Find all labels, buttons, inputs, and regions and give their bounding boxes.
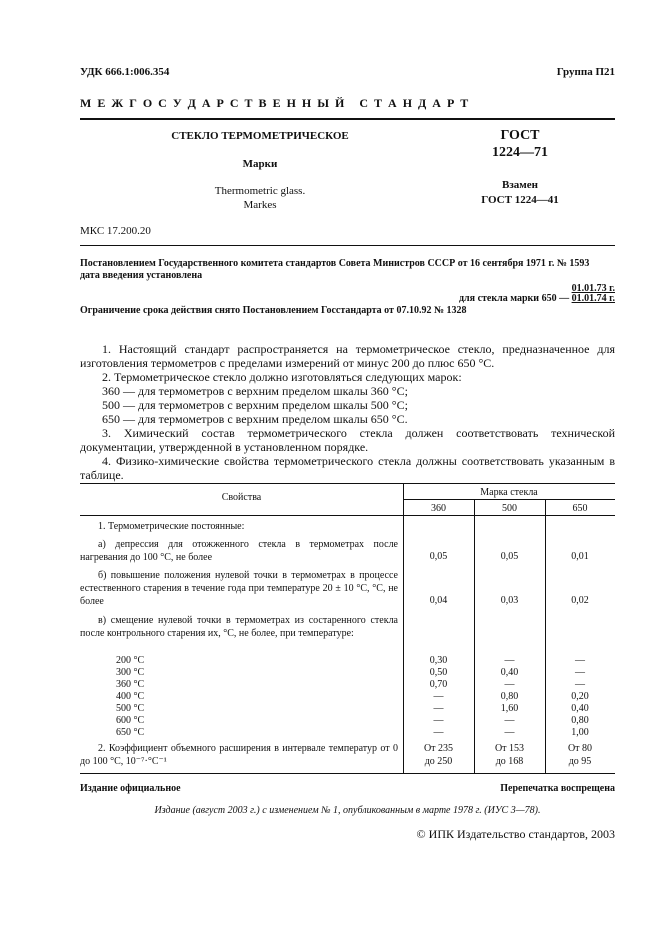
paragraph-4: 4. Физико-химические свойства термометрического стекла должны соответствовать указанным в таблице. (80, 454, 615, 482)
temp-label: 650 °С (116, 727, 145, 738)
temp-value: — (504, 655, 515, 666)
temp-values-650 (545, 655, 615, 739)
expansion-value-from: От 153 (494, 743, 525, 754)
temp-value: — (575, 667, 585, 678)
reprint-prohibited-label: Перепечатка воспрещена (500, 783, 615, 794)
table-header-mark: 500 (502, 503, 517, 514)
mks-code: МКС 17.200.20 (80, 225, 151, 237)
introduction-date: 01.01.73 г. (571, 283, 615, 294)
temp-value: — (575, 655, 585, 666)
row-a-value: 0,05 (500, 551, 519, 562)
expansion-value-from: От 235 (423, 743, 454, 754)
temp-value: 0,20 (571, 691, 589, 702)
row-a-label: а) депрессия для отожженного стекла в термометрах после нагревания до 100 °С, не более (80, 539, 398, 563)
temp-value: — (504, 715, 515, 726)
standard-name-ru: СТЕКЛО ТЕРМОМЕТРИЧЕСКОЕ (171, 130, 349, 142)
temp-values-360 (403, 655, 474, 739)
temp-label: 500 °С (116, 703, 145, 714)
temp-value: 0,80 (571, 715, 589, 726)
copyright: © ИПК Издательство стандартов, 2003 (416, 827, 615, 841)
paragraph-2-mark-500: 500 — для термометров с верхним пределом шкалы 500 °С; (102, 398, 408, 412)
temp-value: 0,80 (500, 691, 519, 702)
temp-label: 600 °С (116, 715, 145, 726)
replace-label: Взамен (502, 179, 538, 191)
group-code: Группа П21 (556, 66, 615, 78)
row-a-value: 0,05 (429, 551, 448, 562)
temp-label: 200 °С (116, 655, 145, 666)
replace-number: ГОСТ 1224—41 (481, 194, 559, 206)
temp-value: — (433, 727, 444, 738)
temp-value: 0,40 (500, 667, 519, 678)
table-top-rule (80, 483, 615, 484)
title-rule (80, 245, 615, 246)
expansion-360 (403, 742, 474, 768)
header-rule (80, 118, 615, 120)
paragraph-2-mark-360: 360 — для термометров с верхним пределом шкалы 360 °С; (102, 384, 408, 398)
glass-650-label: для стекла марки 650 — (459, 293, 570, 304)
expansion-650 (545, 742, 615, 768)
table-header-marks: Марка стекла (480, 487, 538, 498)
body-text (80, 342, 615, 482)
glass-650-date: 01.01.74 г. (571, 293, 615, 304)
validity-restriction-note: Ограничение срока действия снято Постановлением Госстандарта от 07.10.92 № 1328 (80, 305, 467, 316)
expansion-value-to: до 168 (495, 756, 524, 767)
introduction-date-650 (300, 293, 615, 304)
gost-label: ГОСТ (500, 128, 540, 143)
table-marks-rule (403, 499, 615, 500)
edition-note: Издание (август 2003 г.) с изменением № 1, опубликованным в марте 1978 г. (ИУС 3—78). (154, 805, 541, 816)
expansion-500 (474, 742, 545, 768)
temp-value: — (433, 715, 444, 726)
standard-subtitle-ru: Марки (242, 158, 278, 170)
temp-value: — (433, 703, 444, 714)
temp-value: — (504, 679, 515, 690)
temp-label: 300 °С (116, 667, 145, 678)
paragraph-2-mark-650: 650 — для термометров с верхним пределом шкалы 650 °С. (102, 412, 408, 426)
row-b-value: 0,04 (429, 595, 448, 606)
temp-value: 1,00 (571, 727, 589, 738)
expansion-value-to: до 95 (568, 756, 592, 767)
temp-value: 0,30 (429, 655, 448, 666)
interstate-standard-title: М Е Ж Г О С У Д А Р С Т В Е Н Н Ы Й С Т А Н Д А Р Т (80, 96, 470, 110)
gost-number: 1224—71 (492, 145, 548, 160)
temp-label: 360 °С (116, 679, 145, 690)
row-b-label: б) повышение положения нулевой точки в термометрах в процессе естественного старения в течение года при температуре 20 ± 10 °С, °С, не более (80, 570, 398, 607)
temp-value: 0,40 (571, 703, 589, 714)
table-bottom-rule (80, 773, 615, 774)
row-thermometric-constants: 1. Термометрические постоянные: (98, 521, 245, 532)
standard-name-en: Thermometric glass. (214, 185, 306, 197)
expansion-value-from: От 80 (567, 743, 593, 754)
decree-line: Постановлением Государственного комитета стандартов Совета Министров СССР от 16 сентября 1971 г. № 1593 (80, 258, 590, 269)
row-b-value: 0,03 (500, 595, 519, 606)
table-header-rule (80, 515, 615, 516)
row-a-value: 0,01 (571, 551, 589, 562)
temp-value: 1,60 (500, 703, 519, 714)
temp-label: 400 °С (116, 691, 145, 702)
table-header-mark: 650 (572, 503, 588, 514)
table-header-properties: Свойства (221, 492, 262, 503)
paragraph-1: 1. Настоящий стандарт распространяется на термометрическое стекло, предназначенное для изготовления термометров с пределами измерений от минус 200 до плюс 650 °С. (80, 342, 615, 370)
temp-value: 0,50 (429, 667, 448, 678)
paragraph-3: 3. Химический состав термометрического стекла должен соответствовать технической документации, утвержденной в установленном порядке. (80, 426, 615, 454)
temp-value: — (575, 679, 585, 690)
paragraph-2: 2. Термометрическое стекло должно изготовляться следующих марок: (102, 370, 462, 384)
expansion-value-to: до 250 (424, 756, 453, 767)
row-b-value: 0,02 (571, 595, 589, 606)
temperature-list (116, 655, 144, 739)
udk-code: УДК 666.1:006.354 (80, 66, 170, 78)
temp-value: 0,70 (429, 679, 448, 690)
official-edition-label: Издание официальное (80, 783, 181, 794)
temp-value: — (504, 727, 515, 738)
row-expansion-label: 2. Коэффициент объемного расширения в интервале температур от 0 до 100 °С, 10⁻⁷·°С⁻¹ (80, 743, 398, 767)
table-header-mark: 360 (431, 503, 446, 514)
temp-value: — (433, 691, 444, 702)
introduction-date-label: дата введения установлена (80, 270, 203, 281)
row-c-label: в) смещение нулевой точки в термометрах из состаренного стекла после контрольного старения их, °С, не более, при температуре: (80, 615, 398, 639)
temp-values-500 (474, 655, 545, 739)
standard-subtitle-en: Markes (243, 199, 277, 211)
